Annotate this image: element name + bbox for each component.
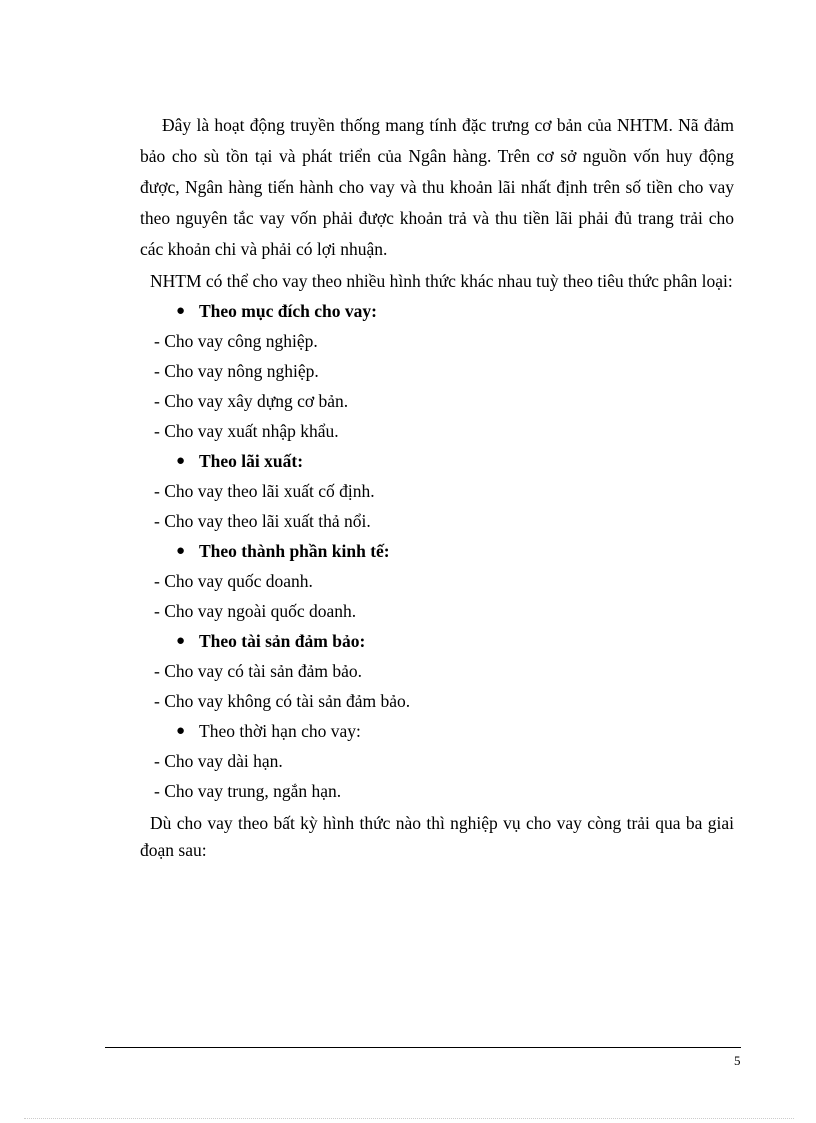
bullet-icon: ● — [176, 723, 186, 739]
section-heading-economic-sector — [140, 536, 734, 566]
section-heading-label: Theo thời hạn cho vay: — [199, 721, 361, 741]
classification-paragraph: NHTM có thể cho vay theo nhiều hình thức khác nhau tuỳ theo tiêu thức phân loại: — [150, 271, 733, 291]
page-body — [140, 110, 734, 864]
bullet-icon: ● — [176, 453, 186, 469]
section-heading-purpose — [140, 296, 734, 326]
section-heading-term — [140, 716, 734, 746]
section-heading-label: Theo mục đích cho vay: — [199, 301, 377, 321]
intro-paragraph: Đây là hoạt động truyền thống mang tính đặc trưng cơ bản của NHTM. Nã đảm bảo cho sù tồn tại và phát triển của Ngân hàng. Trên cơ sở nguồn vốn huy động được, Ngân hàng tiến hành cho vay và thu khoản lãi nhất định trên số tiền cho vay theo nguyên tắc vay vốn phải được khoản trả và thu tiền lãi phải đủ trang trải cho các khoản chi và phải có lợi nhuận. — [140, 115, 734, 259]
list-item: - Cho vay trung, ngắn hạn. — [154, 781, 342, 801]
list-item: - Cho vay quốc doanh. — [154, 571, 313, 591]
list-item: - Cho vay dài hạn. — [154, 751, 283, 771]
section-heading-label: Theo tài sản đảm bảo: — [199, 631, 366, 651]
page-number: 5 — [734, 1053, 741, 1068]
section-heading-interest — [140, 446, 734, 476]
bullet-icon: ● — [176, 633, 186, 649]
section-heading-label: Theo lãi xuất: — [199, 451, 304, 471]
bullet-icon: ● — [176, 303, 186, 319]
footer-divider — [105, 1047, 741, 1048]
list-item: - Cho vay không có tài sản đảm bảo. — [154, 691, 411, 711]
list-item: - Cho vay theo lãi xuất thả nổi. — [154, 511, 371, 531]
section-heading-label: Theo thành phần kinh tế: — [199, 541, 390, 561]
list-item: - Cho vay ngoài quốc doanh. — [154, 601, 357, 621]
list-item: - Cho vay nông nghiệp. — [154, 361, 319, 381]
list-item: - Cho vay xuất nhập khẩu. — [154, 421, 339, 441]
list-item: - Cho vay theo lãi xuất cố định. — [154, 481, 375, 501]
section-heading-collateral — [140, 626, 734, 656]
list-item: - Cho vay có tài sản đảm bảo. — [154, 661, 363, 681]
closing-paragraph: Dù cho vay theo bất kỳ hình thức nào thì nghiệp vụ cho vay còng trải qua ba giai đoạn sau: — [140, 813, 734, 860]
page-bottom-dotted-line — [24, 1118, 794, 1119]
list-item: - Cho vay công nghiệp. — [154, 331, 318, 351]
bullet-icon: ● — [176, 543, 186, 559]
list-item: - Cho vay xây dựng cơ bản. — [154, 391, 349, 411]
